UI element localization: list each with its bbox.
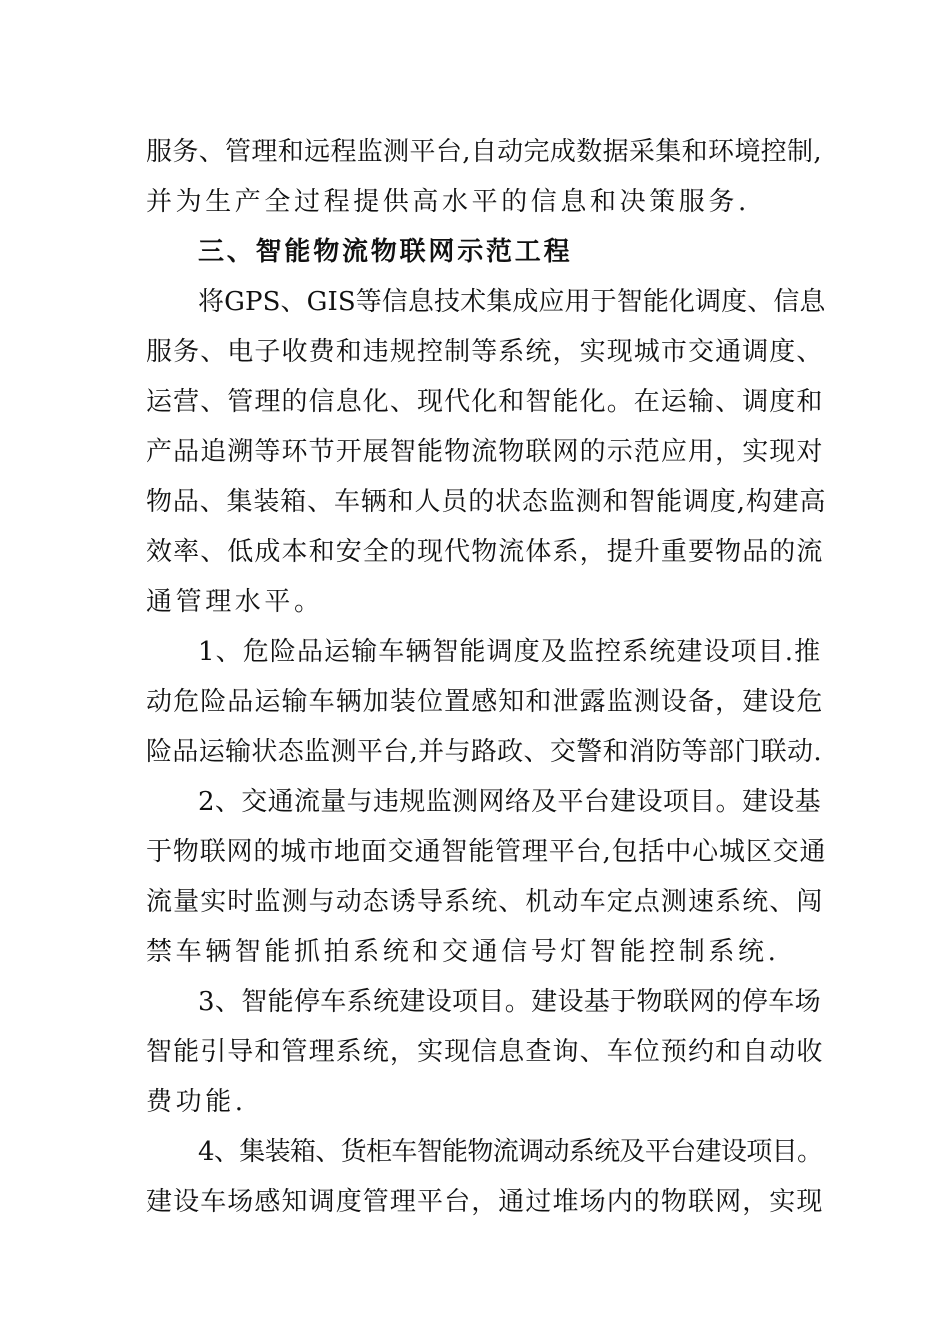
body-line: 智能引导和管理系统，实现信息查询、车位预约和自动收	[146, 1037, 824, 1067]
body-line: 运营、管理的信息化、现代化和智能化。在运输、调度和	[146, 387, 824, 417]
paragraph-first-line: 将GPS、GIS等信息技术集成应用于智能化调度、信息	[198, 287, 826, 317]
body-line: 于物联网的城市地面交通智能管理平台,包括中心城区交通	[146, 837, 827, 867]
body-line: 服务、电子收费和违规控制等系统，实现城市交通调度、	[146, 337, 824, 367]
body-line: 流量实时监测与动态诱导系统、机动车定点测速系统、闯	[146, 887, 824, 917]
paragraph-first-line: 4、集装箱、货柜车智能物流调动系统及平台建设项目。	[198, 1137, 823, 1167]
body-line: 险品运输状态监测平台,并与路政、交警和消防等部门联动.	[146, 737, 822, 767]
body-line: 效率、低成本和安全的现代物流体系，提升重要物品的流	[146, 537, 824, 567]
body-line: 服务、管理和远程监测平台,自动完成数据采集和环境控制,	[146, 137, 822, 167]
paragraph-first-line: 2、交通流量与违规监测网络及平台建设项目。建设基	[198, 787, 821, 817]
body-line: 产品追溯等环节开展智能物流物联网的示范应用，实现对	[146, 437, 824, 467]
body-line: 费功能.	[146, 1087, 247, 1117]
body-line: 通管理水平。	[146, 587, 324, 617]
body-line: 并为生产全过程提供高水平的信息和决策服务.	[146, 187, 750, 217]
section-heading: 三、智能物流物联网示范工程	[198, 237, 573, 267]
body-line: 动危险品运输车辆加装位置感知和泄露监测设备，建设危	[146, 687, 824, 717]
body-line: 禁车辆智能抓拍系统和交通信号灯智能控制系统.	[146, 937, 780, 967]
body-line: 物品、集装箱、车辆和人员的状态监测和智能调度,构建高	[146, 487, 827, 517]
paragraph-first-line: 1、危险品运输车辆智能调度及监控系统建设项目.推	[198, 637, 822, 667]
paragraph-first-line: 3、智能停车系统建设项目。建设基于物联网的停车场	[198, 987, 821, 1017]
body-line: 建设车场感知调度管理平台，通过堆场内的物联网，实现	[146, 1187, 824, 1217]
